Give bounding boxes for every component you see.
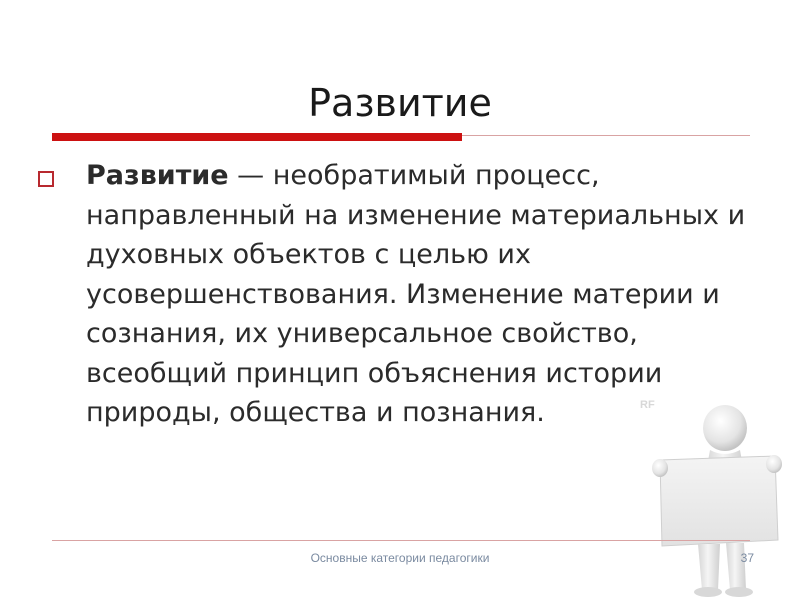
definition-text: — необратимый процесс, направленный на изменение материальных и духовных объектов с целью их усовершенствования. Изменение материи и сознания, их универсальное свойство, всеобщий принцип объяснения истории природы, общества и познания. xyxy=(86,160,746,428)
footer-caption: Основные категории педагогики xyxy=(310,551,490,565)
footer-divider xyxy=(52,540,750,541)
definition-term: Развитие xyxy=(86,160,229,191)
slide-title: Развитие xyxy=(308,81,492,125)
title-divider-accent xyxy=(52,133,462,141)
watermark-text: RF xyxy=(640,399,655,411)
square-bullet-icon xyxy=(38,171,54,187)
page-number: 37 xyxy=(740,551,754,565)
person-holding-blank-sign-icon xyxy=(640,390,790,600)
